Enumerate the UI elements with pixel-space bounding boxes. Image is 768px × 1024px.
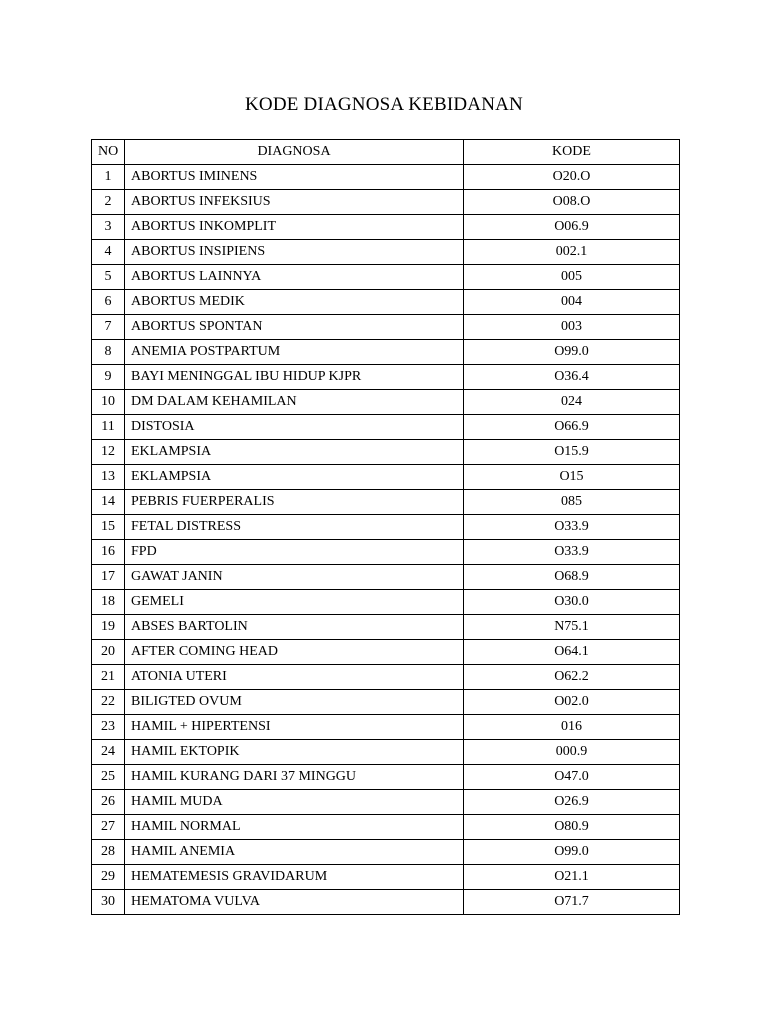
diagnosis-code: O66.9 (464, 415, 680, 440)
diagnosis-name: HAMIL NORMAL (125, 815, 464, 840)
diagnosis-code: O47.0 (464, 765, 680, 790)
diagnosis-code: O99.0 (464, 340, 680, 365)
diagnosis-code: O80.9 (464, 815, 680, 840)
table-row (92, 815, 680, 840)
table-row (92, 715, 680, 740)
table-row (92, 315, 680, 340)
diagnosis-name: HAMIL MUDA (125, 790, 464, 815)
diagnosis-name: AFTER COMING HEAD (125, 640, 464, 665)
table-row (92, 615, 680, 640)
row-number: 7 (92, 315, 125, 340)
diagnosis-code: O33.9 (464, 515, 680, 540)
diagnosis-name: ABORTUS INKOMPLIT (125, 215, 464, 240)
row-number: 8 (92, 340, 125, 365)
table-row (92, 415, 680, 440)
diagnosis-name: GAWAT JANIN (125, 565, 464, 590)
row-number: 19 (92, 615, 125, 640)
diagnosis-name: ABORTUS LAINNYA (125, 265, 464, 290)
row-number: 28 (92, 840, 125, 865)
diagnosis-name: ABORTUS MEDIK (125, 290, 464, 315)
diagnosis-name: HEMATOMA VULVA (125, 890, 464, 915)
diagnosis-code: N75.1 (464, 615, 680, 640)
diagnosis-name: DISTOSIA (125, 415, 464, 440)
diagnosis-name: EKLAMPSIA (125, 440, 464, 465)
table-row (92, 365, 680, 390)
diagnosis-code: 005 (464, 265, 680, 290)
diagnosis-code: O15 (464, 465, 680, 490)
diagnosis-name: DM DALAM KEHAMILAN (125, 390, 464, 415)
diagnosis-name: ANEMIA POSTPARTUM (125, 340, 464, 365)
diagnosis-name: HAMIL EKTOPIK (125, 740, 464, 765)
diagnosis-code: O08.O (464, 190, 680, 215)
row-number: 21 (92, 665, 125, 690)
diagnosis-name: ABORTUS SPONTAN (125, 315, 464, 340)
row-number: 17 (92, 565, 125, 590)
table-body (92, 165, 680, 915)
table-row (92, 440, 680, 465)
table-row (92, 790, 680, 815)
diagnosis-code: O06.9 (464, 215, 680, 240)
table-row (92, 590, 680, 615)
diagnosis-name: ABORTUS IMINENS (125, 165, 464, 190)
row-number: 14 (92, 490, 125, 515)
column-header-diagnosis: DIAGNOSA (125, 140, 464, 165)
diagnosis-name: HAMIL + HIPERTENSI (125, 715, 464, 740)
diagnosis-code: 004 (464, 290, 680, 315)
diagnosis-name: HAMIL KURANG DARI 37 MINGGU (125, 765, 464, 790)
diagnosis-code: 016 (464, 715, 680, 740)
diagnosis-name: GEMELI (125, 590, 464, 615)
diagnosis-code: O36.4 (464, 365, 680, 390)
row-number: 25 (92, 765, 125, 790)
table-row (92, 465, 680, 490)
table-row (92, 490, 680, 515)
diagnosis-code: O68.9 (464, 565, 680, 590)
page-title: KODE DIAGNOSA KEBIDANAN (245, 94, 523, 115)
column-header-no: NO (92, 140, 125, 165)
diagnosis-code: O99.0 (464, 840, 680, 865)
diagnosis-code: 085 (464, 490, 680, 515)
diagnosis-name: HAMIL ANEMIA (125, 840, 464, 865)
diagnosis-code: O30.0 (464, 590, 680, 615)
row-number: 24 (92, 740, 125, 765)
row-number: 30 (92, 890, 125, 915)
table-row (92, 540, 680, 565)
diagnosis-code: O02.0 (464, 690, 680, 715)
table-row (92, 265, 680, 290)
diagnosis-name: FPD (125, 540, 464, 565)
diagnosis-code: O62.2 (464, 665, 680, 690)
row-number: 15 (92, 515, 125, 540)
diagnosis-name: ABORTUS INSIPIENS (125, 240, 464, 265)
row-number: 5 (92, 265, 125, 290)
diagnosis-name: ABORTUS INFEKSIUS (125, 190, 464, 215)
diagnosis-code: O21.1 (464, 865, 680, 890)
table-row (92, 665, 680, 690)
table-row (92, 215, 680, 240)
diagnosis-name: ABSES BARTOLIN (125, 615, 464, 640)
diagnosis-code: O64.1 (464, 640, 680, 665)
diagnosis-code: O15.9 (464, 440, 680, 465)
table-header-row (92, 140, 680, 165)
row-number: 9 (92, 365, 125, 390)
diagnosis-code: O71.7 (464, 890, 680, 915)
table-row (92, 290, 680, 315)
table-row (92, 690, 680, 715)
table-row (92, 515, 680, 540)
table-row (92, 165, 680, 190)
diagnosis-name: PEBRIS FUERPERALIS (125, 490, 464, 515)
row-number: 18 (92, 590, 125, 615)
table-row (92, 890, 680, 915)
table-row (92, 865, 680, 890)
diagnosis-name: ATONIA UTERI (125, 665, 464, 690)
row-number: 11 (92, 415, 125, 440)
row-number: 1 (92, 165, 125, 190)
row-number: 22 (92, 690, 125, 715)
diagnosis-code: 024 (464, 390, 680, 415)
diagnosis-code: O26.9 (464, 790, 680, 815)
table-row (92, 190, 680, 215)
row-number: 2 (92, 190, 125, 215)
row-number: 23 (92, 715, 125, 740)
row-number: 10 (92, 390, 125, 415)
row-number: 26 (92, 790, 125, 815)
diagnosis-code: 003 (464, 315, 680, 340)
diagnosis-code-table (91, 139, 680, 915)
diagnosis-name: BAYI MENINGGAL IBU HIDUP KJPR (125, 365, 464, 390)
table-row (92, 390, 680, 415)
table-row (92, 765, 680, 790)
diagnosis-name: EKLAMPSIA (125, 465, 464, 490)
diagnosis-name: HEMATEMESIS GRAVIDARUM (125, 865, 464, 890)
row-number: 3 (92, 215, 125, 240)
table-row (92, 840, 680, 865)
table-row (92, 640, 680, 665)
row-number: 4 (92, 240, 125, 265)
table-row (92, 740, 680, 765)
row-number: 29 (92, 865, 125, 890)
table-row (92, 240, 680, 265)
row-number: 6 (92, 290, 125, 315)
column-header-code: KODE (464, 140, 680, 165)
diagnosis-code: O20.O (464, 165, 680, 190)
row-number: 16 (92, 540, 125, 565)
table-row (92, 340, 680, 365)
diagnosis-name: FETAL DISTRESS (125, 515, 464, 540)
row-number: 27 (92, 815, 125, 840)
diagnosis-code: 000.9 (464, 740, 680, 765)
row-number: 12 (92, 440, 125, 465)
table-row (92, 565, 680, 590)
row-number: 13 (92, 465, 125, 490)
diagnosis-name: BILIGTED OVUM (125, 690, 464, 715)
diagnosis-code: O33.9 (464, 540, 680, 565)
diagnosis-code: 002.1 (464, 240, 680, 265)
row-number: 20 (92, 640, 125, 665)
